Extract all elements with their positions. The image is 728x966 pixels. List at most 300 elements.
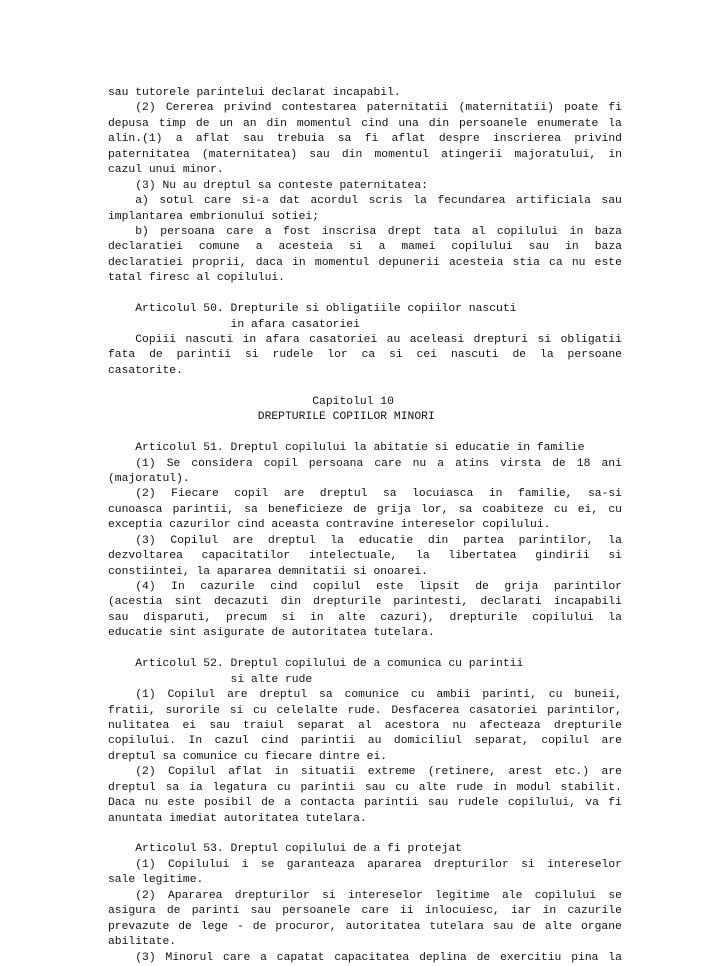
text-line: Articolul 53. Dreptul copilului de a fi protejat — [108, 843, 462, 856]
word: si-a — [241, 195, 269, 208]
word: in — [292, 256, 306, 269]
word: in — [488, 488, 503, 501]
word: de — [252, 920, 267, 933]
word: autoritatea — [345, 920, 421, 933]
word: In — [171, 581, 185, 593]
word: dezvoltarea — [108, 550, 183, 563]
word: care — [223, 951, 251, 964]
word: de — [149, 349, 163, 362]
text-line — [108, 534, 622, 549]
word: dreptul — [259, 689, 308, 702]
text-line — [108, 796, 622, 811]
word: extreme — [367, 766, 416, 779]
word: copilul — [541, 735, 590, 748]
blank-line — [108, 827, 622, 842]
text-line: (majoratul). — [108, 472, 190, 485]
word: au — [367, 735, 382, 748]
text-line — [108, 503, 622, 518]
word: din — [428, 117, 450, 130]
text-line — [108, 487, 622, 502]
word: de — [261, 797, 275, 810]
word: la — [540, 349, 554, 362]
word: situatii — [300, 766, 356, 779]
word: (2) — [108, 488, 156, 501]
word: acesteia — [278, 241, 333, 254]
word: paternitatii — [366, 102, 449, 115]
text-line: tatal firesc al copilului. — [108, 272, 285, 285]
word: virsta — [500, 457, 542, 470]
word: dreptul — [267, 534, 316, 547]
word: Se — [166, 457, 181, 470]
word: Desfacerea — [391, 704, 460, 717]
word: fost — [283, 225, 311, 238]
text-line — [108, 348, 622, 363]
text-line: sau tutorele parintelui declarat incapabil. — [108, 87, 401, 99]
word: la — [608, 117, 622, 130]
word: alte — [338, 611, 366, 624]
text-line: (3) Nu au dreptul sa conteste paternitatea: — [108, 179, 428, 192]
word: din — [427, 534, 449, 547]
word: proprii, — [192, 256, 247, 269]
word: parintilor, — [547, 704, 622, 717]
word: in — [309, 611, 324, 624]
word: parintilor — [553, 581, 622, 593]
word: parintesti, — [393, 596, 469, 609]
word: va — [585, 797, 599, 810]
word: cu — [608, 503, 622, 516]
word: (2) — [108, 102, 156, 115]
word: inscrisa — [321, 225, 377, 238]
word: acestora — [384, 719, 440, 732]
word: rude. — [347, 704, 382, 717]
word: disparuti, — [143, 611, 212, 624]
word: persoana — [160, 225, 215, 238]
word: de — [353, 503, 367, 516]
word: procuror, — [275, 920, 337, 933]
word: drepturile — [553, 719, 622, 732]
word: sotul — [159, 195, 194, 208]
text-line: anuntata imediat autoritatea tutelara. — [108, 812, 367, 825]
word: copilului, — [507, 797, 576, 810]
word: - — [237, 920, 244, 933]
word: nu — [144, 797, 159, 810]
text-line — [108, 148, 622, 163]
word: (1) — [108, 689, 156, 702]
word: si — [608, 550, 622, 563]
word: alte — [544, 920, 573, 933]
word: sau — [528, 241, 550, 254]
word: drepturile — [313, 596, 382, 609]
word: (1) — [108, 858, 156, 871]
text-line — [108, 719, 622, 734]
word: al — [471, 225, 486, 238]
word: sa — [337, 133, 352, 146]
text-line: DREPTURILE COPIILOR MINORI — [108, 411, 435, 424]
text-line — [108, 580, 622, 595]
word: pina — [571, 951, 599, 964]
word: parintii, — [172, 503, 234, 516]
word: prevazute — [108, 920, 170, 933]
word: parintii — [300, 735, 356, 748]
word: a — [437, 457, 445, 470]
word: in — [274, 766, 289, 779]
word: separat, — [474, 735, 529, 748]
word: si — [245, 349, 259, 362]
word: ca — [549, 256, 563, 269]
word: In — [188, 735, 203, 748]
word: copilului — [534, 889, 597, 902]
blank-line — [108, 379, 622, 394]
word: cu — [395, 781, 409, 794]
word: ambii — [436, 689, 471, 702]
word: copilului — [496, 225, 559, 238]
word: cei — [416, 349, 438, 362]
word: baza — [594, 241, 622, 254]
word: aflat — [391, 133, 426, 146]
word: fratii, — [108, 704, 156, 717]
word: capacitatilor — [201, 550, 291, 563]
word: comunice — [344, 689, 400, 702]
word: drepturi — [473, 334, 529, 346]
word: enumerate — [537, 117, 599, 130]
word: din — [341, 148, 363, 161]
word: sau — [243, 133, 264, 146]
text-line — [108, 595, 622, 610]
text-line — [108, 117, 622, 132]
word: acordul — [310, 195, 359, 208]
text-line — [108, 132, 622, 147]
word: asigura — [108, 905, 156, 918]
word: la — [608, 951, 622, 964]
word: in — [608, 148, 622, 161]
text-line: constiintei, la apararea demnitatii si onoarei. — [108, 565, 428, 578]
word: libertatea — [448, 550, 517, 563]
word: a) — [108, 195, 149, 208]
word: (3) — [108, 951, 156, 964]
word: casatoriei — [309, 334, 378, 346]
word: copilului — [532, 611, 594, 624]
word: Cererea — [165, 102, 214, 115]
word: a — [255, 241, 263, 254]
word: are — [232, 534, 254, 547]
word: trebuia — [276, 133, 325, 146]
text-line — [108, 858, 622, 873]
word: (1) — [108, 457, 156, 470]
word: decazuti — [213, 596, 269, 609]
word: fata — [108, 349, 136, 362]
word: si — [281, 611, 296, 624]
word: de — [475, 581, 489, 593]
text-line: casatorite. — [108, 364, 183, 377]
text-line — [108, 889, 622, 904]
word: in — [569, 225, 584, 238]
word: grija — [504, 581, 539, 593]
text-line — [108, 333, 622, 348]
word: drept — [387, 225, 422, 238]
word: parinti, — [482, 689, 537, 702]
word: garanteaza — [286, 858, 355, 871]
text-line — [108, 549, 622, 564]
word: (maternitatii) — [458, 102, 554, 115]
word: cind — [270, 581, 298, 593]
word: tutelara — [429, 920, 484, 933]
word: nu — [452, 719, 467, 732]
word: de — [522, 920, 536, 933]
word: rudele — [272, 349, 314, 362]
word: al — [357, 719, 372, 732]
word: ii — [400, 905, 414, 918]
word: parintii — [300, 781, 355, 794]
word: aflat — [228, 766, 263, 779]
blank-line — [108, 426, 622, 441]
word: fi — [608, 102, 622, 115]
word: dat — [279, 195, 300, 208]
text-line — [108, 688, 622, 703]
word: la — [608, 534, 622, 547]
word: depunerii — [378, 256, 440, 269]
word: inscrierea — [492, 133, 562, 146]
word: de — [476, 951, 491, 964]
word: (2) — [108, 766, 156, 779]
text-line: abilitate. — [108, 936, 177, 949]
word: contestarea — [281, 102, 357, 115]
word: depusa — [108, 117, 149, 130]
word: afara — [265, 334, 300, 346]
word: locuiasca — [412, 488, 474, 501]
word: aceleasi — [409, 334, 465, 346]
word: an — [242, 117, 257, 130]
word: familie, — [517, 488, 573, 501]
word: sa — [458, 503, 473, 516]
word: are — [227, 689, 248, 702]
word: sa — [165, 781, 180, 794]
text-line: Articolul 50. Drepturile si obligatiile copiilor nascuti — [108, 303, 517, 316]
word: legitime — [435, 889, 490, 902]
word: inlocuiesc, — [424, 905, 500, 918]
word: legatura — [212, 781, 268, 794]
word: momentul — [314, 256, 370, 269]
word: coabiteze — [482, 503, 544, 516]
word: nu — [571, 256, 586, 269]
text-line — [108, 194, 622, 209]
word: si — [322, 889, 336, 902]
text-line: implantarea embrionului sotiei; — [108, 210, 320, 223]
word: drepturilor — [433, 858, 509, 871]
word: intelectuale, — [308, 550, 398, 563]
word: se — [260, 858, 275, 871]
word: la — [330, 534, 344, 547]
word: se — [608, 889, 622, 902]
word: copilul — [312, 581, 361, 593]
word: despre — [438, 133, 480, 146]
word: (3) — [108, 534, 156, 547]
word: baza — [594, 225, 622, 238]
word: in — [242, 334, 257, 346]
word: momentul — [374, 148, 429, 161]
word: Copilul — [168, 766, 216, 779]
word: paternitatea — [108, 148, 190, 161]
word: drepturilor — [234, 889, 310, 902]
word: celelalte — [276, 704, 338, 717]
word: lege — [200, 920, 229, 933]
word: parintii — [364, 797, 419, 810]
word: care — [361, 905, 389, 918]
word: stabilit. — [560, 781, 622, 794]
word: cu — [410, 689, 425, 702]
word: ale — [501, 889, 523, 902]
word: a — [378, 241, 386, 254]
word: ei, — [577, 503, 599, 516]
word: drepturile — [449, 611, 518, 624]
word: (acestia — [108, 596, 163, 609]
word: declarati — [480, 596, 542, 609]
word: si — [537, 334, 552, 346]
blank-line — [108, 287, 622, 302]
word: copilului — [451, 241, 513, 254]
document-page — [108, 86, 622, 966]
word: cazul — [214, 735, 249, 748]
word: parintilor, — [518, 534, 594, 547]
word: sau — [209, 719, 230, 732]
word: mamei — [401, 241, 436, 254]
word: ani — [601, 457, 622, 470]
word: considera — [191, 457, 253, 470]
word: sau — [309, 148, 330, 161]
word: a — [175, 133, 183, 146]
word: sau — [427, 797, 449, 810]
word: timp — [158, 117, 186, 130]
word: dreptul — [319, 488, 368, 501]
word: cazurile — [567, 905, 622, 918]
word: in — [542, 905, 557, 918]
word: (4) — [108, 581, 156, 593]
word: este — [167, 797, 195, 810]
text-line — [108, 904, 622, 919]
word: cu — [553, 503, 568, 516]
word: a — [260, 951, 267, 964]
word: capacitatea — [334, 951, 410, 964]
text-line — [108, 734, 622, 749]
word: de — [552, 457, 566, 470]
text-line — [108, 781, 622, 796]
word: in — [565, 241, 579, 254]
word: Apararea — [167, 889, 223, 902]
word: sa-si — [587, 488, 622, 501]
word: lor, — [421, 503, 449, 516]
word: poate — [564, 102, 599, 115]
word: in — [493, 781, 507, 794]
word: apararea — [367, 858, 422, 871]
word: tata — [433, 225, 461, 238]
word: organe — [581, 920, 622, 933]
text-line — [108, 920, 622, 935]
word: precum — [225, 611, 267, 624]
word: sau — [601, 195, 622, 208]
word: ei — [182, 719, 197, 732]
text-line — [108, 256, 622, 271]
word: lor — [327, 349, 348, 362]
word: Minorul — [165, 951, 214, 964]
word: la — [608, 611, 622, 624]
word: alte — [418, 781, 447, 794]
word: (maternitatea) — [201, 148, 298, 161]
word: etc.) — [554, 766, 590, 779]
word: copil — [263, 457, 298, 470]
word: intereselor — [547, 858, 622, 871]
word: sa — [382, 488, 397, 501]
word: de — [195, 117, 210, 130]
word: privind — [574, 133, 622, 146]
text-line: in afara casatoriei — [108, 318, 360, 331]
word: Copilului — [167, 858, 230, 871]
word: (2) — [108, 889, 156, 902]
word: i — [241, 858, 249, 871]
word: declaratiei — [108, 256, 183, 269]
word: (retinere, — [427, 766, 496, 779]
word: persoanele — [459, 117, 528, 130]
word: persoane — [567, 349, 622, 362]
word: din — [266, 117, 287, 130]
word: copil — [234, 488, 269, 501]
word: capatat — [276, 951, 325, 964]
word: nascuti — [185, 334, 234, 346]
word: exercitiu — [500, 951, 562, 964]
word: Copilul — [167, 689, 216, 702]
word: si — [521, 858, 535, 871]
word: sa — [319, 689, 333, 702]
word: la — [416, 550, 430, 563]
word: de — [512, 349, 527, 362]
word: aflat — [195, 133, 230, 146]
word: traiul — [243, 719, 284, 732]
text-line — [108, 765, 622, 780]
word: care — [226, 225, 254, 238]
word: scris — [368, 195, 403, 208]
word: obligatii — [560, 334, 622, 346]
word: copilului. — [108, 735, 177, 748]
word: are — [601, 735, 622, 748]
word: Daca — [108, 797, 136, 810]
word: este — [594, 256, 622, 269]
word: b) — [108, 225, 149, 238]
word: comune — [198, 241, 240, 254]
word: ca — [361, 349, 376, 362]
text-line — [108, 704, 622, 719]
word: fi — [608, 797, 622, 810]
word: nulitatea — [108, 719, 170, 732]
word: modul — [516, 781, 551, 794]
word: fecundarea — [437, 195, 506, 208]
word: care — [374, 457, 402, 470]
word: parinti — [191, 905, 240, 918]
text-line — [108, 101, 622, 116]
word: si — [229, 704, 244, 717]
word: atins — [455, 457, 490, 470]
word: sau — [364, 781, 386, 794]
text-line — [108, 225, 622, 240]
word: alin.(1) — [108, 133, 163, 146]
word: 18 — [576, 457, 591, 470]
text-line: si alte rude — [108, 673, 313, 686]
text-line: Articolul 51. Dreptul copilului la abitatie si educatie in familie — [108, 442, 585, 455]
word: parintii — [176, 349, 232, 362]
word: nu — [412, 457, 427, 470]
word: Copiii — [108, 334, 177, 346]
text-line: cazul unui minor. — [108, 164, 224, 177]
word: daca — [255, 256, 283, 269]
text-line — [108, 457, 622, 472]
word: are — [601, 766, 622, 779]
